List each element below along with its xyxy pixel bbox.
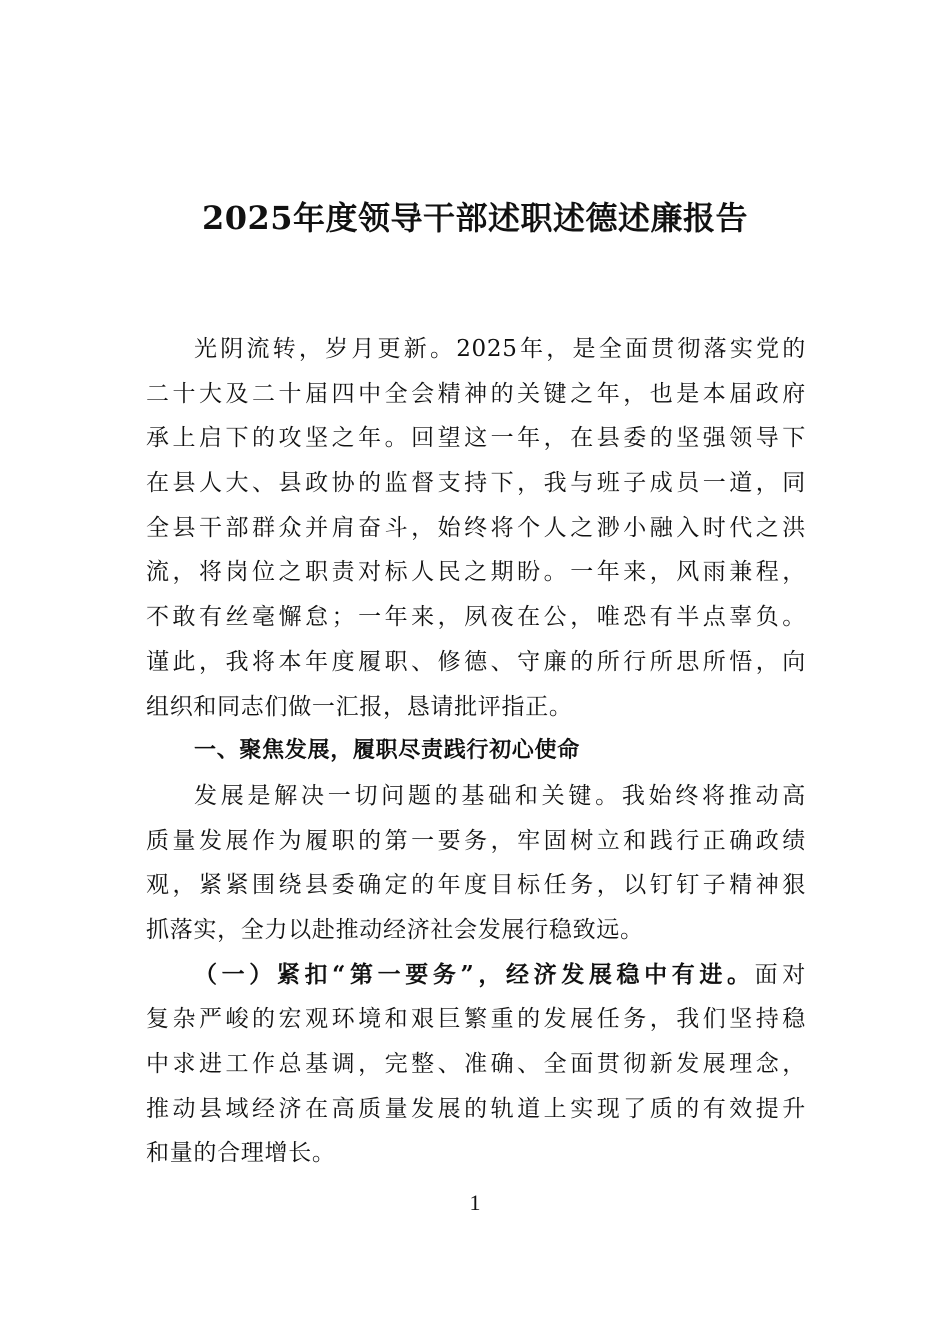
paragraph-line: 不敢有丝毫懈怠；一年来，夙夜在公，唯恐有半点辜负。 <box>146 604 806 631</box>
paragraph-line: 复杂严峻的宏观环境和艰巨繁重的发展任务，我们坚持稳 <box>146 1006 806 1033</box>
paragraph-line: 全县干部群众并肩奋斗，始终将个人之渺小融入时代之洪 <box>146 514 806 541</box>
paragraph-line: 和量的合理增长。 <box>146 1140 336 1167</box>
section-heading: 一、聚焦发展，履职尽责践行初心使命 <box>194 738 580 764</box>
subsection-first-line <box>146 953 806 998</box>
paragraph-line: 观，紧紧围绕县委确定的年度目标任务，以钉钉子精神狠 <box>146 872 806 899</box>
paragraph-line: 发展是解决一切问题的基础和关键。我始终将推动高 <box>194 782 806 809</box>
document-body <box>146 327 806 1176</box>
subsection-text: 面对 <box>754 961 806 988</box>
document-title: 2025年度领导干部述职述德述廉报告 <box>201 199 749 237</box>
paragraph-line: 流，将岗位之职责对标人民之期盼。一年来，风雨兼程， <box>146 559 806 586</box>
paragraph-line: 质量发展作为履职的第一要务，牢固树立和践行正确政绩 <box>146 827 806 854</box>
paragraph-line: 中求进工作总基调，完整、准确、全面贯彻新发展理念， <box>146 1051 806 1077</box>
paragraph-line: 在县人大、县政协的监督支持下，我与班子成员一道，同 <box>146 470 806 497</box>
paragraph-line: 光阴流转，岁月更新。2025年，是全面贯彻落实党的 <box>194 336 806 362</box>
paragraph-line: 组织和同志们做一汇报，恳请批评指正。 <box>146 693 573 720</box>
page-number: 1 <box>469 1190 481 1215</box>
subsection-heading: （一）紧扣“第一要务”，经济发展稳中有进。 <box>194 960 755 988</box>
paragraph-line: 推动县域经济在高质量发展的轨道上实现了质的有效提升 <box>146 1095 806 1122</box>
paragraph-line: 二十大及二十届四中全会精神的关键之年，也是本届政府 <box>146 380 806 407</box>
paragraph-line: 谨此，我将本年度履职、修德、守廉的所行所思所悟，向 <box>146 648 806 675</box>
paragraph-line: 承上启下的攻坚之年。回望这一年，在县委的坚强领导下 <box>146 425 806 452</box>
paragraph-line: 抓落实，全力以赴推动经济社会发展行稳致远。 <box>146 916 644 943</box>
